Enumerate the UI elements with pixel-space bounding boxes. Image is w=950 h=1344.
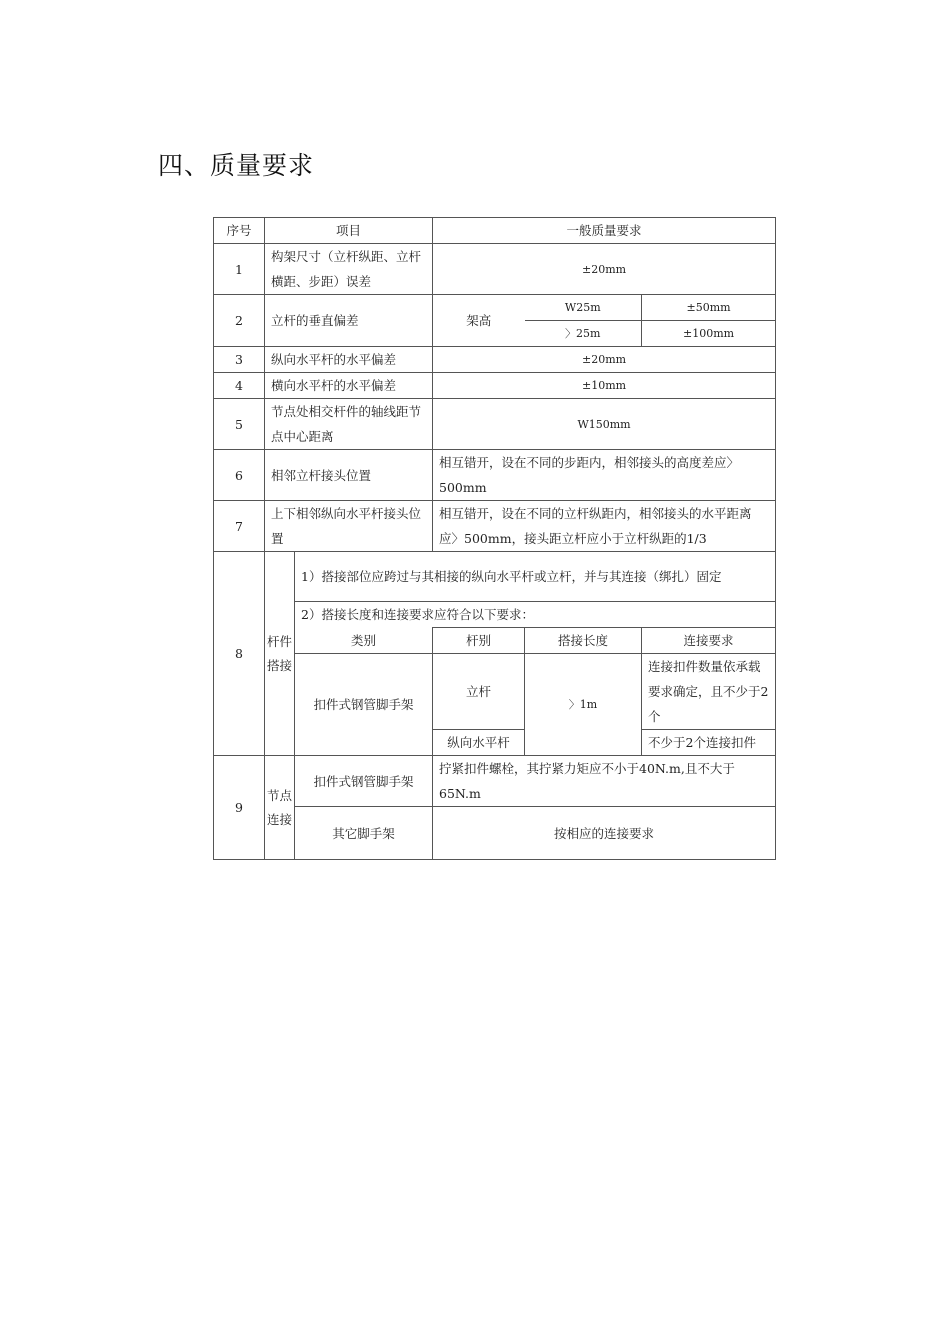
row-requirement: ±20mm — [433, 244, 776, 295]
lap-connection-1: 连接扣件数量依承载要求确定，且不少于2个 — [642, 654, 776, 730]
row-requirement: 相互错开，设在不同的立杆纵距内，相邻接头的水平距离应〉500mm，接头距立杆应小于立杆纵距的1/3 — [433, 501, 776, 552]
sub-header-length: 搭接长度 — [525, 628, 642, 654]
row-no: 1 — [214, 244, 265, 295]
row-no: 2 — [214, 295, 265, 347]
header-row — [214, 218, 776, 244]
header-no: 序号 — [214, 218, 265, 244]
sub-header-row — [214, 628, 776, 654]
joint-requirement-2: 按相应的连接要求 — [433, 807, 776, 860]
row-requirement: ±20mm — [433, 347, 776, 373]
row-no: 9 — [214, 756, 265, 860]
section-heading: 四、质量要求 — [158, 151, 315, 180]
row-item: 横向水平杆的水平偏差 — [265, 373, 433, 399]
height-tolerance-1: ±50mm — [642, 295, 776, 321]
table-row — [214, 373, 776, 399]
row-item: 构架尺寸（立杆纵距、立杆横距、步距）误差 — [265, 244, 433, 295]
row-no: 4 — [214, 373, 265, 399]
height-condition-2: 〉25m — [525, 321, 642, 347]
lap-length: 〉1m — [525, 654, 642, 756]
table-row — [214, 399, 776, 450]
row-no: 8 — [214, 552, 265, 756]
row-no: 3 — [214, 347, 265, 373]
joint-type-2: 其它脚手架 — [295, 807, 433, 860]
header-item: 项目 — [265, 218, 433, 244]
row-requirement: W150mm — [433, 399, 776, 450]
row-item: 节点处相交杆件的轴线距节点中心距离 — [265, 399, 433, 450]
joint-requirement-1: 拧紧扣件螺栓，其拧紧力矩应不小于40N.m,且不大于65N.m — [433, 756, 776, 807]
row-no: 5 — [214, 399, 265, 450]
table-row — [214, 756, 776, 807]
header-requirement: 一般质量要求 — [433, 218, 776, 244]
height-condition-1: W25m — [525, 295, 642, 321]
lap-note-2: 2）搭接长度和连接要求应符合以下要求： — [295, 602, 776, 628]
row-item: 立杆的垂直偏差 — [265, 295, 433, 347]
row-label-vertical: 节点连接 — [265, 756, 295, 860]
sub-header-type: 类别 — [295, 628, 433, 654]
sub-header-connection: 连接要求 — [642, 628, 776, 654]
lap-connection-2: 不少于2个连接扣件 — [642, 730, 776, 756]
lap-rod-vertical: 立杆 — [433, 654, 525, 730]
lap-note-1: 1）搭接部位应跨过与其相接的纵向水平杆或立杆，并与其连接（绑扎）固定 — [295, 552, 776, 602]
row-item: 相邻立杆接头位置 — [265, 450, 433, 501]
lap-type: 扣件式钢管脚手架 — [295, 654, 433, 756]
row-requirement: 相互错开，设在不同的步距内，相邻接头的高度差应〉500mm — [433, 450, 776, 501]
lap-rod-horizontal: 纵向水平杆 — [433, 730, 525, 756]
table-row — [214, 450, 776, 501]
row-requirement: ±10mm — [433, 373, 776, 399]
table-row — [214, 347, 776, 373]
height-tolerance-2: ±100mm — [642, 321, 776, 347]
row-label-vertical: 杆件搭接 — [265, 552, 295, 756]
row-no: 7 — [214, 501, 265, 552]
sub-header-rod: 杆别 — [433, 628, 525, 654]
joint-type-1: 扣件式钢管脚手架 — [295, 756, 433, 807]
height-label: 架高 — [433, 295, 525, 347]
row-no: 6 — [214, 450, 265, 501]
table-row — [214, 244, 776, 295]
quality-requirements-table — [213, 217, 776, 860]
table-row — [214, 501, 776, 552]
table-row — [214, 552, 776, 602]
row-item: 上下相邻纵向水平杆接头位置 — [265, 501, 433, 552]
row-item: 纵向水平杆的水平偏差 — [265, 347, 433, 373]
table-row — [214, 295, 776, 321]
